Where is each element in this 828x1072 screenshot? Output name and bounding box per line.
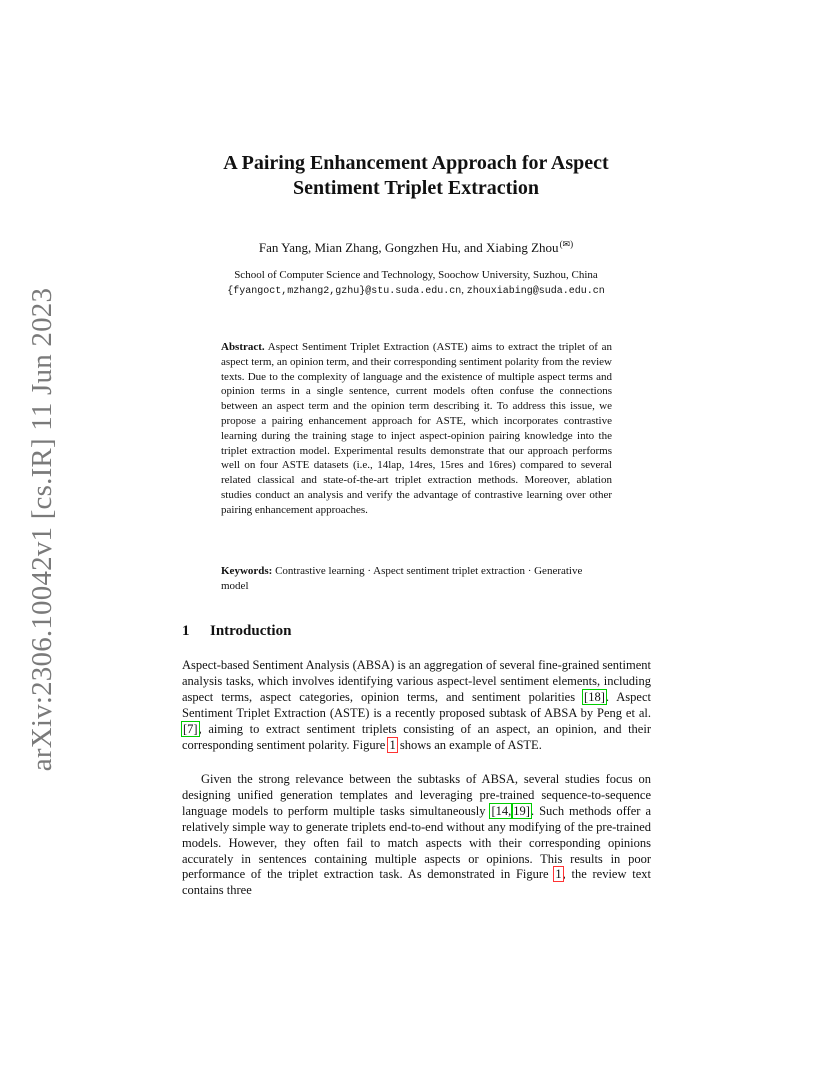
keywords <box>221 564 612 594</box>
citation-link-18[interactable]: [18] <box>584 689 605 704</box>
paragraph-text: . Aspect Sentiment Triplet Extraction (ASTE) is a recently proposed subtask of ABSA by Peng et al. <box>182 689 651 720</box>
affiliation-block <box>150 268 682 299</box>
intro-paragraph-1 <box>182 658 651 753</box>
authors-text: Fan Yang, Mian Zhang, Gongzhen Hu, and Xiabing Zhou <box>258 240 559 255</box>
figure-ref-link[interactable]: 1 <box>555 867 562 882</box>
paragraph-text: shows an example of ASTE. <box>396 737 542 752</box>
abstract-label: Abstract. <box>221 341 265 353</box>
arxiv-id: arXiv:2306.10042v1 [cs.IR] 11 Jun 2023 <box>26 287 59 771</box>
paragraph-text: Given the strong relevance between the subtasks of ABSA, several studies focus on designing unified generation templates and leveraging pre-trained sequence-to-sequence language models to perform multiple tasks simultaneously <box>182 772 651 818</box>
title-line-1: A Pairing Enhancement Approach for Aspect <box>223 152 609 174</box>
citation-link-19[interactable]: 19] <box>513 803 530 818</box>
section-title: Introduction <box>210 623 292 639</box>
paragraph-text: . Such methods offer a relatively simple way to generate triplets end-to-end without any modifying of the pre-trained models. However, they often fail to match aspects with their corresponding opinions accurately in sentences containing multiple aspects or opinions. This results in poor performance of the triplet extraction task. As demonstrated in Figure <box>182 803 651 882</box>
email-separator: , <box>461 284 467 296</box>
paragraph-text: , aiming to extract sentiment triplets consisting of an aspect, an opinion, and their corresponding sentiment polarity. Figure <box>182 721 651 752</box>
arxiv-watermark <box>24 287 62 771</box>
author-list <box>150 236 682 256</box>
citation-link-7[interactable]: [7] <box>183 721 198 736</box>
intro-paragraph-2 <box>182 772 651 899</box>
title-line-2: Sentiment Triplet Extraction <box>293 177 539 199</box>
abstract-text: Aspect Sentiment Triplet Extraction (ASTE) aims to extract the triplet of an aspect term, an opinion term, and their corresponding sentiment polarity from the review texts. Due to the complexity of language and the existence of multiple aspect terms and opinion terms in a single sentence, current models often confuse the connections between an aspect term and the opinion term describing it. To address this issue, we propose a pairing enhancement approach for ASTE, which incorporates contrastive learning during the training stage to inject aspect-opinion pairing knowledge into the triplet extraction model. Experimental results demonstrate that our approach performs well on four ASTE datasets (i.e., 14lap, 14res, 15res and 16res) compared to several related classical and state-of-the-art triplet extraction methods. Moreover, ablation studies conduct an analysis and verify the advantage of contrastive learning over other pairing enhancement approaches. <box>221 341 612 516</box>
student-emails[interactable]: {fyangoct,mzhang2,gzhu}@stu.suda.edu.cn <box>227 286 462 297</box>
keywords-text: Contrastive learning · Aspect sentiment triplet extraction · Generative model <box>221 565 583 592</box>
section-heading-introduction <box>182 622 291 640</box>
keywords-label: Keywords: <box>221 565 273 577</box>
section-number: 1 <box>182 623 190 639</box>
paper-title <box>150 151 682 201</box>
abstract <box>221 340 612 518</box>
email-line <box>150 283 682 299</box>
paragraph-text: , the review text contains three <box>182 867 651 898</box>
envelope-icon: (✉) <box>559 239 574 249</box>
corresponding-email[interactable]: zhouxiabing@suda.edu.cn <box>466 286 605 297</box>
citation-link-14[interactable]: [14, <box>491 803 512 818</box>
paragraph-text: Aspect-based Sentiment Analysis (ABSA) is an aggregation of several fine-grained sentiment analysis tasks, which involves identifying various aspect-level sentiment elements, including aspect terms, aspect categories, opinion terms, and sentiment polarities <box>182 658 651 704</box>
figure-ref-link[interactable]: 1 <box>389 737 396 752</box>
affiliation: School of Computer Science and Technology, Soochow University, Suzhou, China <box>234 269 598 281</box>
